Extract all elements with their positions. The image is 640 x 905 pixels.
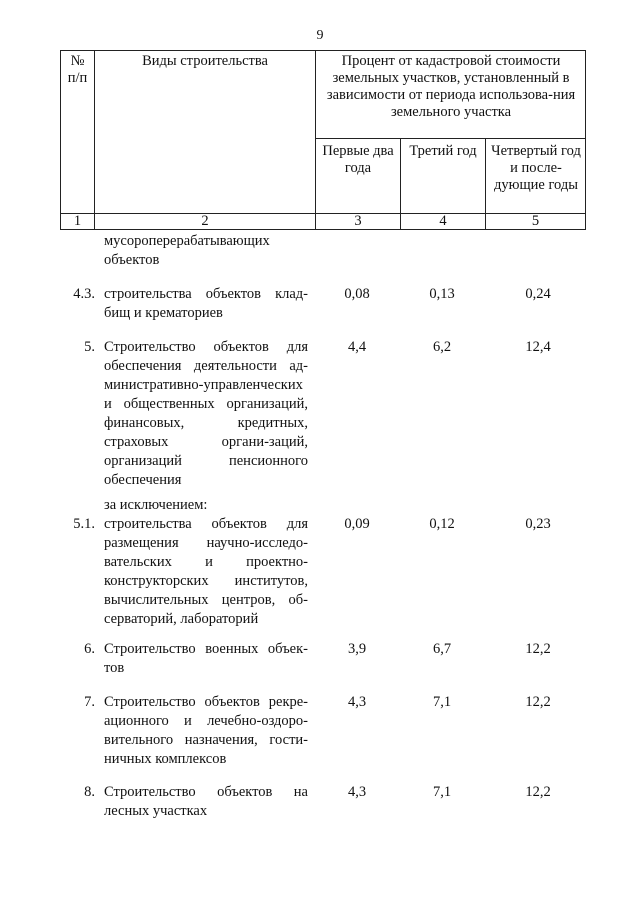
header-sub-first-two-years: Первые два года <box>322 143 394 176</box>
row-value-first-two-years: 0,09 <box>344 516 370 532</box>
row-value-third-year: 6,2 <box>432 339 452 355</box>
row-value-first-two-years: 4,3 <box>347 694 367 710</box>
header-index-4: 4 <box>439 213 447 229</box>
row-number: 4.3. <box>73 286 95 302</box>
row-value-third-year: 7,1 <box>432 694 452 710</box>
row-description: Строительство военных объек-тов <box>104 641 308 676</box>
row-number: 6. <box>84 641 95 657</box>
row-value-first-two-years: 4,4 <box>347 339 367 355</box>
row-value-fourth-year: 0,24 <box>525 286 551 302</box>
header-index-1: 1 <box>73 213 82 229</box>
header-col-divider-1 <box>94 50 95 230</box>
row-number: 5.1. <box>73 516 95 532</box>
row-number: 8. <box>84 784 95 800</box>
row-value-fourth-year: 12,2 <box>525 641 551 657</box>
row-value-third-year: 6,7 <box>432 641 452 657</box>
header-index-5: 5 <box>531 213 540 229</box>
header-index-3: 3 <box>354 213 362 229</box>
header-col-number: № п/п <box>67 53 88 86</box>
row-value-fourth-year: 12,2 <box>525 694 551 710</box>
header-col-type: Виды строительства <box>142 53 268 69</box>
row-number: 7. <box>84 694 95 710</box>
row-description: Строительство объектов для обеспечения деятельности ад-министративно-управленческих и общественных организаций, финансовых, кредитных, страховых органи-заций, организаций пенсионного обеспечения <box>104 339 308 488</box>
header-sub-third-year: Третий год <box>409 143 477 159</box>
page-number: 9 <box>316 28 324 43</box>
header-col-percent: Процент от кадастровой стоимости земельных участков, установленный в зависимости от периода использова-ния земельного участка <box>326 53 576 120</box>
row-value-fourth-year: 0,23 <box>525 516 551 532</box>
header-right-border <box>585 50 586 230</box>
row-value-fourth-year: 12,2 <box>525 784 551 800</box>
header-col-divider-2 <box>315 50 316 230</box>
table-header <box>60 50 586 230</box>
row-value-first-two-years: 0,08 <box>344 286 370 302</box>
row-value-third-year: 0,13 <box>429 286 455 302</box>
row-value-third-year: 7,1 <box>432 784 452 800</box>
header-top-border <box>60 50 586 51</box>
row-description: за исключением: <box>104 497 208 513</box>
row-description: строительства объектов для размещения научно-исследо-вательских и проектно-конструкторских институтов, вычислительных центров, об-серваторий, лабораторий <box>104 516 308 627</box>
row-description: Строительство объектов на лесных участках <box>104 784 308 819</box>
row-value-first-two-years: 3,9 <box>347 641 367 657</box>
header-mid-border <box>315 138 586 139</box>
header-index-2: 2 <box>201 213 209 229</box>
header-sub-fourth-year: Четвертый год и после-дующие годы <box>491 143 581 193</box>
row-description: строительства объектов клад-бищ и крематориев <box>104 286 308 321</box>
row-value-fourth-year: 12,4 <box>525 339 551 355</box>
row-value-third-year: 0,12 <box>429 516 455 532</box>
row-description: Строительство объектов рекре-ационного и лечебно-оздоро-вительного назначения, гости-ничных комплексов <box>104 694 308 767</box>
row-value-first-two-years: 4,3 <box>347 784 367 800</box>
row-number: 5. <box>84 339 95 355</box>
row-description: мусороперерабатывающих объектов <box>104 233 270 268</box>
